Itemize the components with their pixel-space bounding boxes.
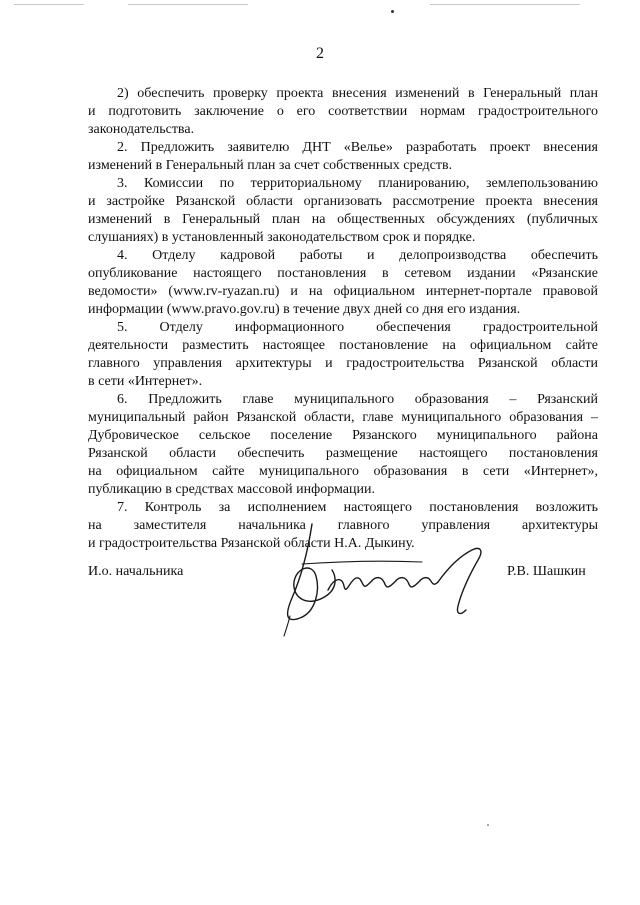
text-line: информации (www.pravo.gov.ru) в течение двух дней со дня его издания. <box>88 302 521 317</box>
text-line: муниципальный район Рязанской области, главе муниципального образования – <box>88 410 598 425</box>
text-line: изменений в Генеральный план за счет собственных средств. <box>88 158 453 173</box>
text-line: ведомости» (www.rv-ryazan.ru) и на официальном интернет-портале правовой <box>88 284 598 299</box>
handwritten-signature <box>272 520 502 638</box>
text-line: слушаниях) в установленный законодательством срок и порядке. <box>88 230 476 245</box>
text-line: главного управления архитектуры и градостроительства Рязанской области <box>88 356 598 371</box>
text-line: на официальном сайте муниципального образования в сети «Интернет», <box>88 464 598 479</box>
text-line: публикацию в средствах массовой информации. <box>88 482 375 497</box>
text-line: изменений в Генеральный план на общественных обсуждениях (публичных <box>88 212 598 227</box>
text-line: и градостроительства Рязанской области Н.А. Дыкину. <box>88 536 415 551</box>
scan-edge-line <box>14 4 84 5</box>
text-line: Дубровическое сельское поселение Рязанского муниципального района <box>88 428 598 443</box>
text-line: в сети «Интернет». <box>88 374 203 389</box>
scan-speck <box>391 10 394 13</box>
text-line: опубликование настоящего постановления в сетевом издании «Рязанские <box>88 266 598 281</box>
text-line: законодательства. <box>88 122 195 137</box>
page-number: 2 <box>316 45 324 62</box>
scan-edge-line <box>128 4 248 5</box>
text-line: 4. Отделу кадровой работы и делопроизводства обеспечить <box>117 248 598 263</box>
text-line: деятельности разместить настоящее постановление на официальном сайте <box>88 338 598 353</box>
scan-edge-line <box>430 4 580 5</box>
text-line: 2) обеспечить проверку проекта внесения изменений в Генеральный план <box>117 86 598 101</box>
text-line: 7. Контроль за исполнением настоящего постановления возложить <box>117 500 598 515</box>
scan-speck <box>487 824 489 826</box>
text-line: на заместителя начальника главного управления архитектуры <box>88 518 598 533</box>
signatory-title: И.о. начальника <box>88 564 184 579</box>
text-line: 2. Предложить заявителю ДНТ «Велье» разработать проект внесения <box>117 140 598 155</box>
text-line: 5. Отделу информационного обеспечения градостроительной <box>117 320 598 335</box>
text-line: 3. Комиссии по территориальному планированию, землепользованию <box>117 176 598 191</box>
signatory-name: Р.В. Шашкин <box>507 564 586 579</box>
text-line: 6. Предложить главе муниципального образования – Рязанский <box>117 392 598 407</box>
text-line: Рязанской области обеспечить размещение настоящего постановления <box>88 446 598 461</box>
text-line: и подготовить заключение о его соответствии нормам градостроительного <box>88 104 598 119</box>
text-line: и застройке Рязанской области организовать рассмотрение проекта внесения <box>88 194 598 209</box>
